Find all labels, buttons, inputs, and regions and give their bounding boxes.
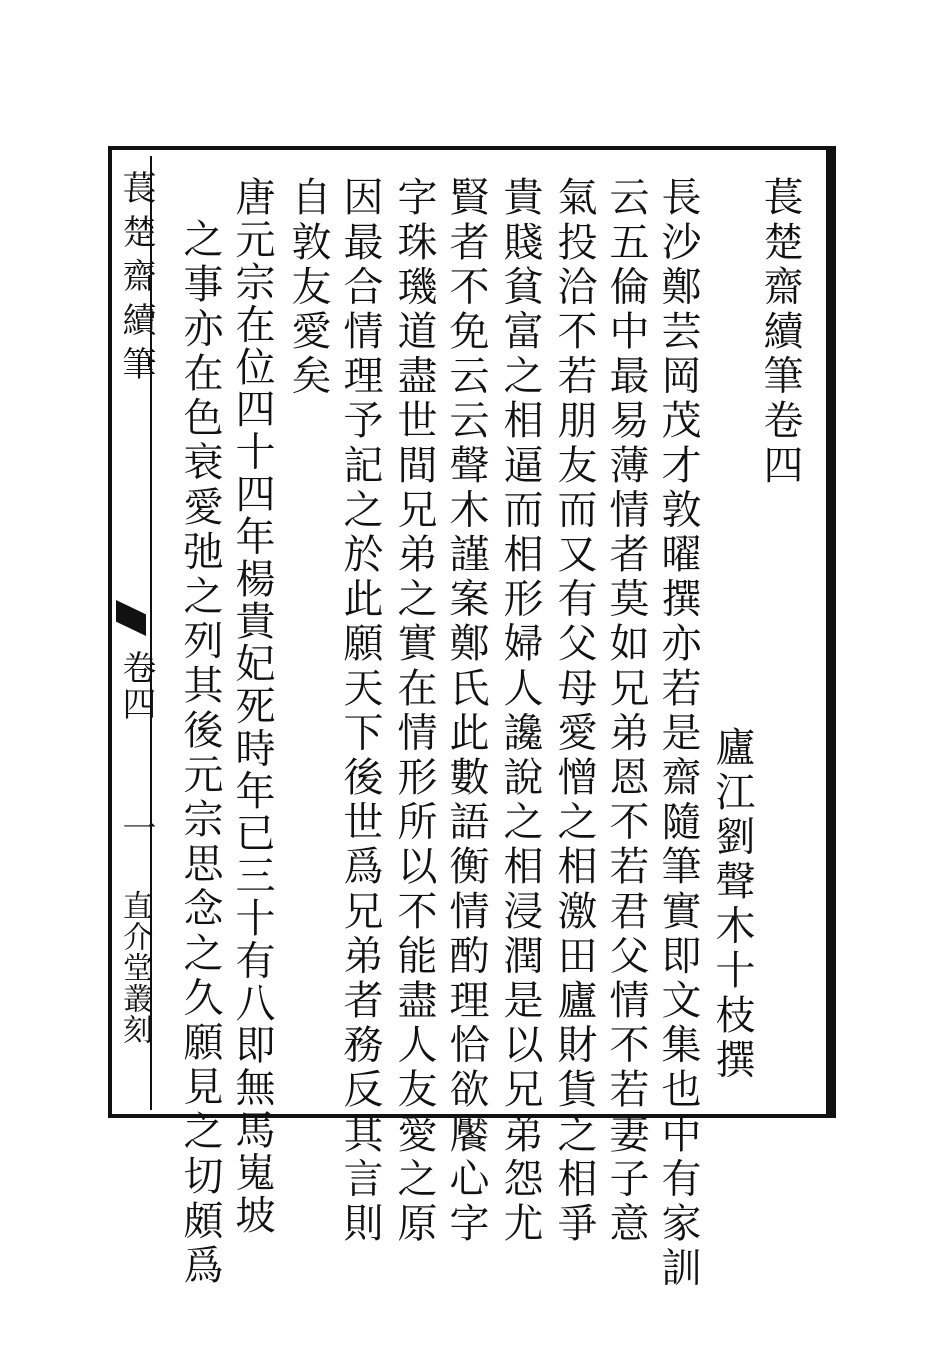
text-column-3: 氣投洽不若朋友而又有父母愛憎之相激田廬財貨之相爭: [551, 176, 597, 1247]
margin-title: 萇楚齋續筆: [116, 170, 156, 390]
text-column-2: 云五倫中最易薄情者莫如兄弟恩不若君父情不若妻子意: [603, 176, 649, 1247]
text-column-8: 自敦友愛矣: [285, 176, 331, 399]
fishtail-icon: [116, 600, 146, 636]
text-column-5: 賢者不免云云聲木謹案鄭氏此數語衡情酌理恰欲饜心字: [443, 176, 489, 1247]
text-column-4: 貴賤貧富之相逼而相形婦人讒說之相浸潤是以兄弟怨尤: [497, 176, 543, 1247]
text-column-6: 字珠璣道盡世間兄弟之實在情形所以不能盡人友愛之原: [391, 176, 437, 1247]
book-title: 萇楚齋續筆卷四: [757, 176, 803, 489]
text-column-1: 長沙鄭芸岡茂才敦曜撰亦若是齋隨筆實即文集也中有家訓: [655, 176, 701, 1291]
author-line: 廬江劉聲木十枝撰: [709, 726, 755, 1083]
margin-volume: 卷四: [116, 650, 156, 722]
margin-publisher: 直介堂叢刻: [117, 890, 152, 1045]
text-column-7: 因最合情理予記之於此願天下後世爲兄弟者務反其言則: [337, 176, 383, 1247]
text-column-10: 之事亦在色衰愛弛之列其後元宗思念之久願見之切頗爲: [177, 218, 223, 1289]
text-column-9: 唐元宗在位四十四年楊貴妃死時年已三十有八即無馬嵬坡: [229, 176, 275, 1236]
frame-right-border: [826, 146, 836, 1118]
margin-column: [112, 170, 156, 1100]
margin-page-number: 一: [116, 810, 156, 844]
